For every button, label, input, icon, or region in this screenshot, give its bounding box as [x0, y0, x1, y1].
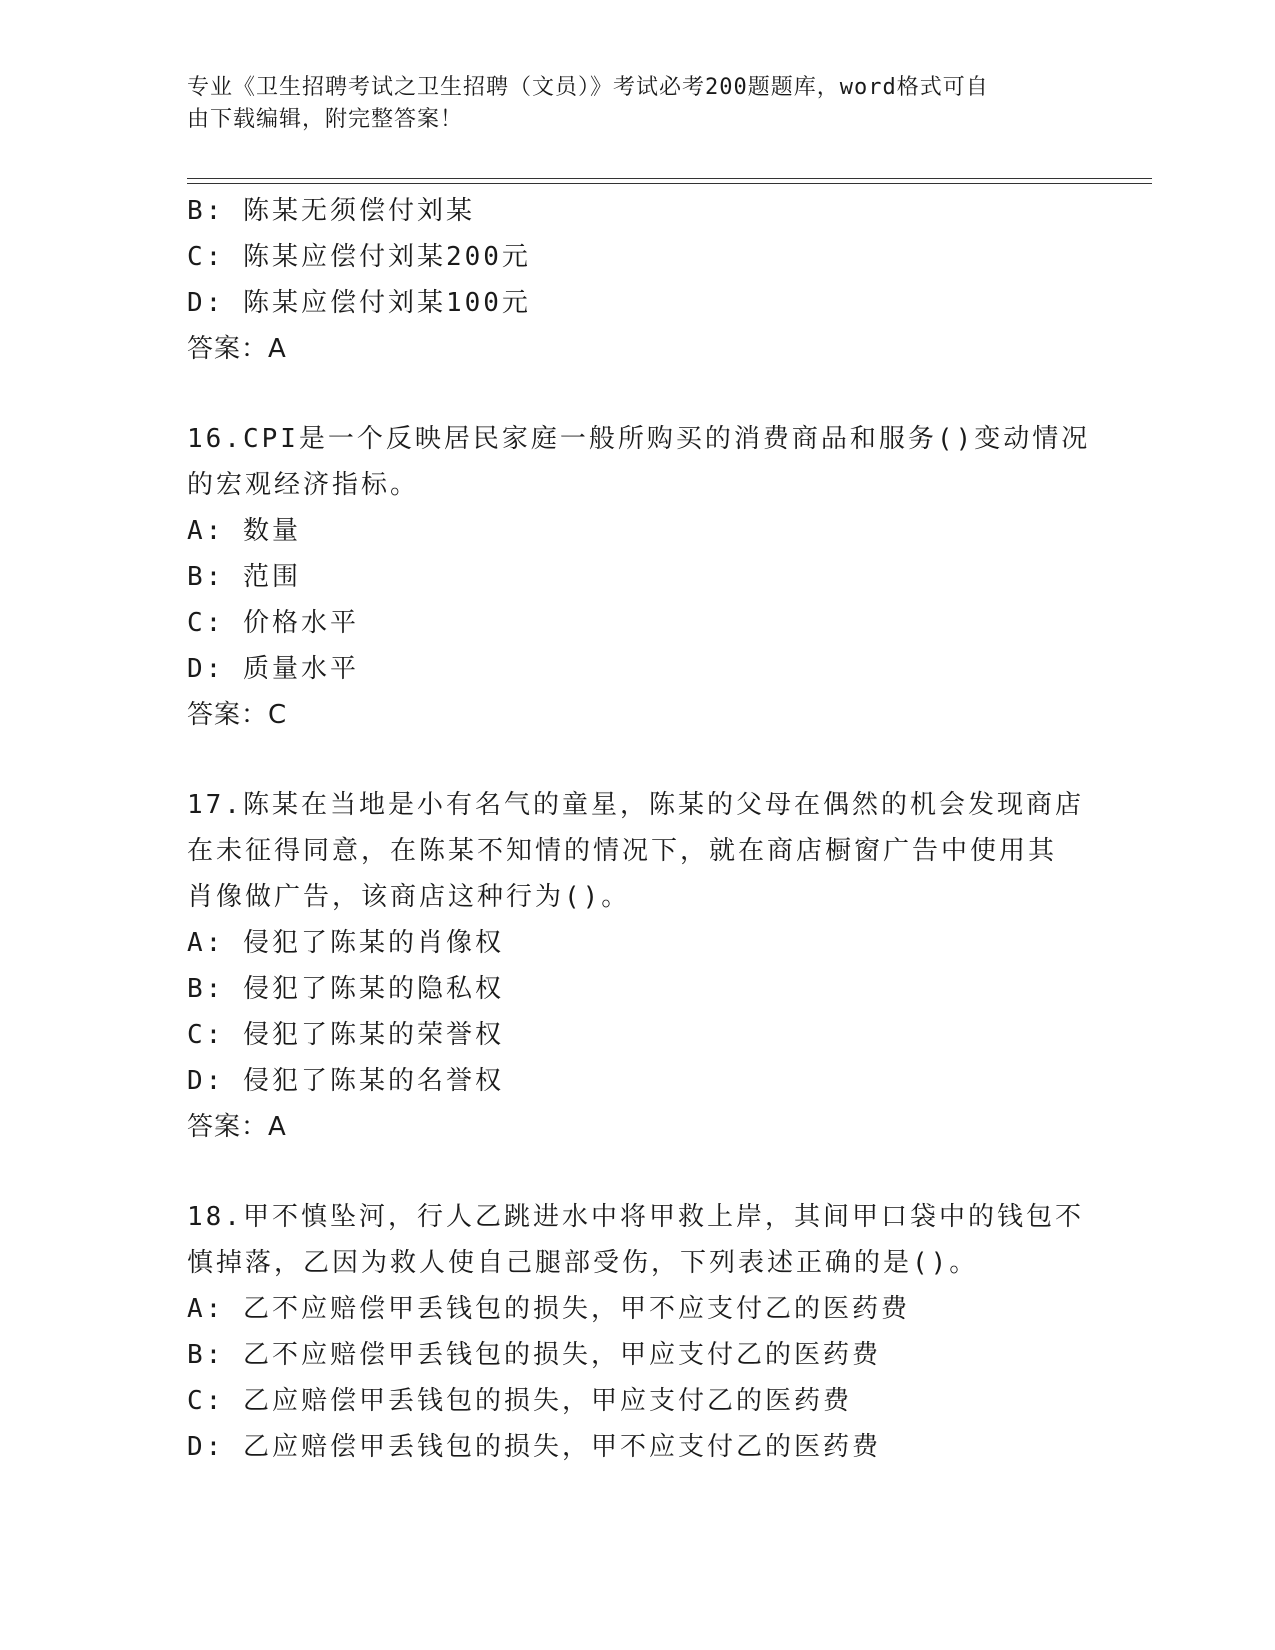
q15-option-d: D: 陈某应偿付刘某100元: [187, 288, 531, 318]
q16-answer: 答案：C: [187, 700, 288, 730]
q18-option-c: C: 乙应赔偿甲丢钱包的损失，甲应支付乙的医药费: [187, 1386, 852, 1416]
q16-option-b: B: 范围: [187, 562, 301, 592]
question-15-continued: [187, 188, 1087, 372]
q16-option-d: D: 质量水平: [187, 654, 359, 684]
document-header: [187, 72, 1067, 136]
header-line-1: 专业《卫生招聘考试之卫生招聘（文员）》考试必考200题题库，word格式可自: [187, 75, 989, 100]
question-16: [187, 416, 1091, 738]
q15-option-c: C: 陈某应偿付刘某200元: [187, 242, 531, 272]
spacer: [187, 738, 1087, 782]
header-divider-bottom: [187, 183, 1152, 184]
q17-stem-line-2: 在未征得同意，在陈某不知情的情况下，就在商店橱窗广告中使用其: [187, 836, 1058, 866]
q17-stem-line-3: 肖像做广告，该商店这种行为()。: [187, 882, 631, 912]
q17-option-a: A: 侵犯了陈某的肖像权: [187, 928, 504, 958]
question-18: [187, 1194, 1087, 1470]
q17-option-b: B: 侵犯了陈某的隐私权: [187, 974, 504, 1004]
q15-answer: 答案：A: [187, 334, 287, 364]
q16-stem-line-1: 16.CPI是一个反映居民家庭一般所购买的消费商品和服务()变动情况: [187, 424, 1091, 454]
question-17: [187, 782, 1087, 1150]
q16-stem-line-2: 的宏观经济指标。: [187, 470, 420, 500]
header-divider-top: [187, 178, 1152, 179]
header-line-2: 由下载编辑，附完整答案！: [187, 107, 464, 132]
q16-option-a: A: 数量: [187, 516, 301, 546]
q18-option-b: B: 乙不应赔偿甲丢钱包的损失，甲应支付乙的医药费: [187, 1340, 881, 1370]
q16-option-c: C: 价格水平: [187, 608, 359, 638]
q17-option-d: D: 侵犯了陈某的名誉权: [187, 1066, 504, 1096]
q15-option-b: B: 陈某无须偿付刘某: [187, 196, 475, 226]
q17-answer: 答案：A: [187, 1112, 287, 1142]
spacer: [187, 1150, 1087, 1194]
q18-option-d: D: 乙应赔偿甲丢钱包的损失，甲不应支付乙的医药费: [187, 1432, 881, 1462]
q18-option-a: A: 乙不应赔偿甲丢钱包的损失，甲不应支付乙的医药费: [187, 1294, 910, 1324]
q17-stem-line-1: 17.陈某在当地是小有名气的童星，陈某的父母在偶然的机会发现商店: [187, 790, 1084, 820]
question-list: [187, 188, 1091, 1470]
q18-stem-line-2: 慎掉落，乙因为救人使自己腿部受伤，下列表述正确的是()。: [187, 1248, 979, 1278]
q18-stem-line-1: 18.甲不慎坠河，行人乙跳进水中将甲救上岸，其间甲口袋中的钱包不: [187, 1202, 1084, 1232]
q17-option-c: C: 侵犯了陈某的荣誉权: [187, 1020, 504, 1050]
spacer: [187, 372, 1087, 416]
